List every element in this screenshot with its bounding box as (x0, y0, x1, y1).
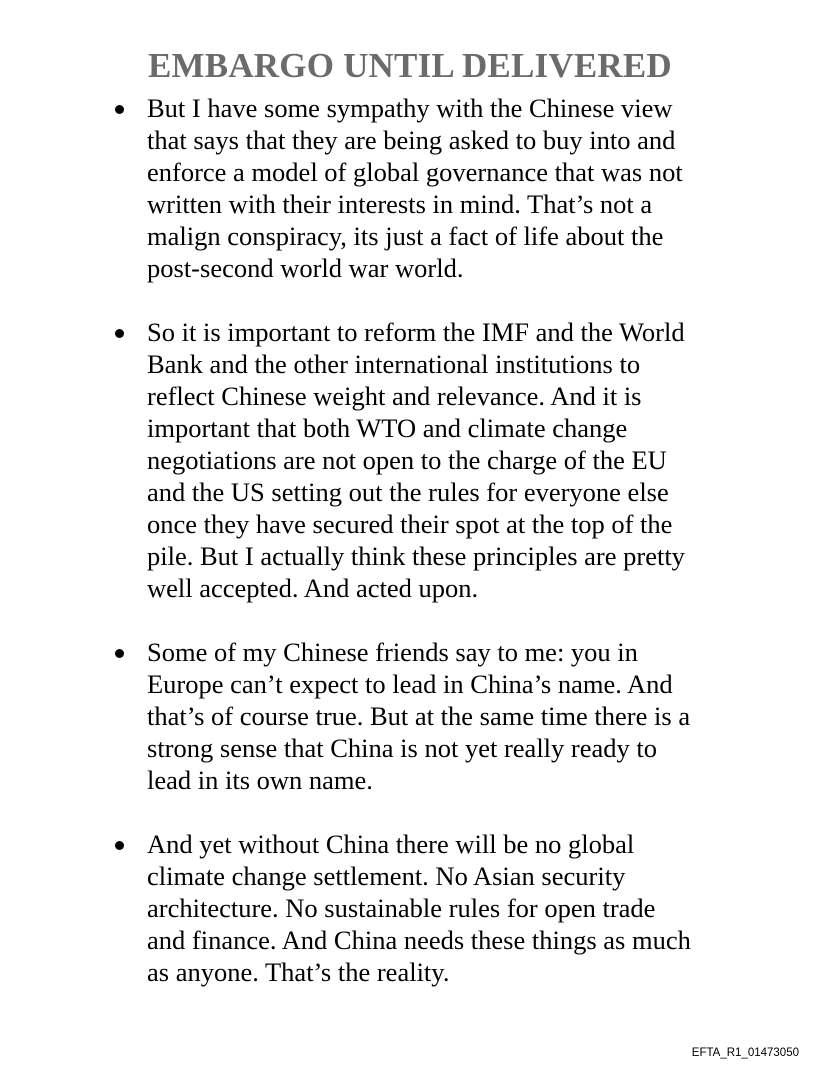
text-line: as anyone. That’s the reality. (147, 957, 450, 987)
text-line: And yet without China there will be no global (147, 829, 635, 859)
text-line: malign conspiracy, its just a fact of life about the (147, 221, 664, 251)
text-line: reflect Chinese weight and relevance. And it is (147, 381, 642, 411)
text-line: pile. But I actually think these principles are pretty (147, 541, 685, 571)
text-line: lead in its own name. (147, 765, 373, 795)
embargo-heading: EMBARGO UNTIL DELIVERED (148, 46, 672, 85)
bullet-text-4 (147, 828, 737, 988)
bullet-text-3 (147, 636, 737, 796)
text-line: Europe can’t expect to lead in China’s name. And (147, 669, 673, 699)
text-line: that says that they are being asked to buy into and (147, 125, 676, 155)
text-line: that’s of course true. But at the same time there is a (147, 701, 691, 731)
bullet-dot-icon (115, 105, 124, 114)
text-line: and finance. And China needs these things as much (147, 925, 691, 955)
text-line: Bank and the other international institutions to (147, 349, 641, 379)
bullet-text-2 (147, 316, 737, 604)
text-line: important that both WTO and climate change (147, 413, 628, 443)
document-id: EFTA_R1_01473050 (691, 1047, 799, 1059)
bullet-text-1 (147, 92, 737, 284)
bullet-dot-icon (115, 649, 124, 658)
text-line: Some of my Chinese friends say to me: you in (147, 637, 638, 667)
text-line: and the US setting out the rules for everyone else (147, 477, 669, 507)
text-line: enforce a model of global governance that was not (147, 157, 683, 187)
text-line: well accepted. And acted upon. (147, 573, 479, 603)
text-line: negotiations are not open to the charge of the EU (147, 445, 667, 475)
text-line: once they have secured their spot at the top of the (147, 509, 673, 539)
bullet-dot-icon (115, 841, 124, 850)
bullet-dot-icon (115, 329, 124, 338)
text-line: But I have some sympathy with the Chinese view (147, 93, 673, 123)
text-line: architecture. No sustainable rules for open trade (147, 893, 656, 923)
text-line: written with their interests in mind. That’s not a (147, 189, 653, 219)
text-line: climate change settlement. No Asian security (147, 861, 626, 891)
text-line: strong sense that China is not yet really ready to (147, 733, 658, 763)
text-line: So it is important to reform the IMF and the World (147, 317, 685, 347)
text-line: post-second world war world. (147, 253, 464, 283)
